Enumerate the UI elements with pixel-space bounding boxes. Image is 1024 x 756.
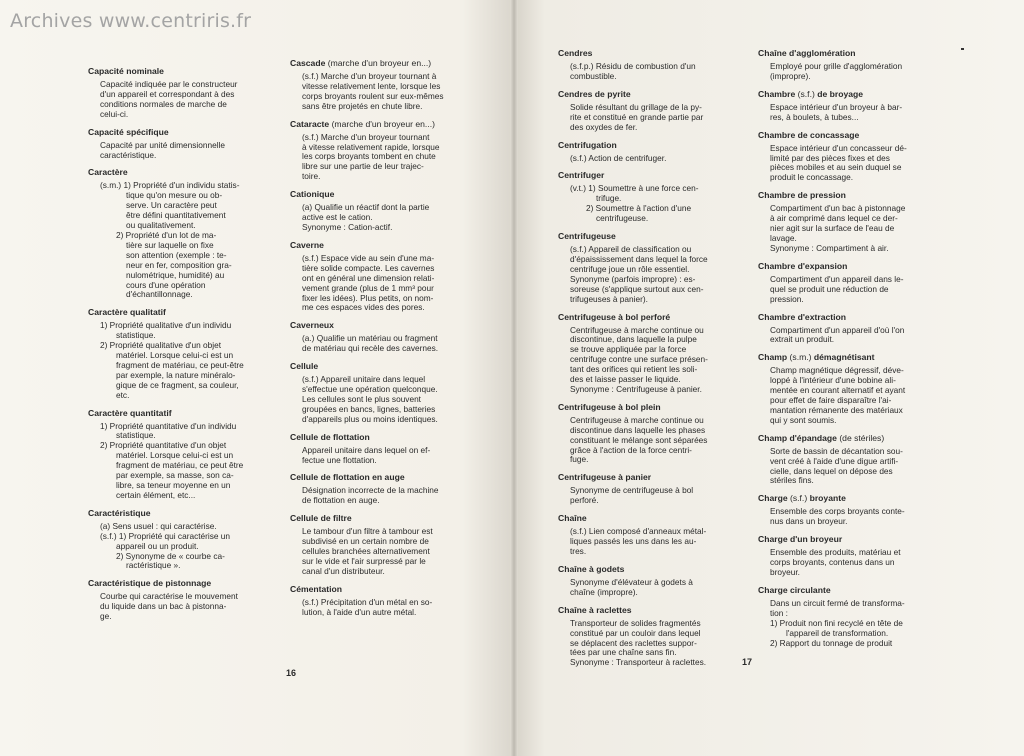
definition-line: Sorte de bassin de décantation sou-: [770, 445, 903, 456]
column-4: [758, 48, 936, 655]
definition-line: tique qu'on mesure ou ob-: [126, 190, 223, 201]
definition-line: corps broyants roulent sur eux-mêmes: [302, 90, 444, 101]
definition-line: (s.f.) Appareil de classification ou: [570, 244, 692, 255]
definition-line: son attention (exemple : te-: [126, 249, 227, 260]
column-2: [290, 58, 478, 625]
entry-term: [290, 320, 478, 331]
definition-line: grâce à l'action de la force centri-: [570, 444, 692, 455]
definition-line: Transporteur de solides fragmentés: [570, 617, 701, 628]
glossary-entry: [758, 130, 936, 184]
definition-line: Synonyme : Transporteur à raclettes.: [570, 657, 707, 668]
definition-line: cielle, dans lequel on dépose des: [770, 465, 893, 476]
definition-line: corps broyants, contenus dans un: [770, 557, 895, 568]
term-text-continued: de broyage: [817, 88, 864, 99]
definition-line: vement grande (plus de 1 mm³ pour: [302, 282, 434, 293]
entry-term: [558, 140, 736, 151]
term-text: Cellule de flottation en auge: [290, 472, 405, 483]
definition-line: être défini quantitativement: [126, 210, 226, 221]
entry-term: [758, 190, 936, 201]
glossary-entry: [558, 564, 736, 598]
definition-line: Compartiment d'un bac à pistonnage: [770, 203, 906, 214]
definition-line: Solide résultant du grillage de la py-: [570, 101, 702, 112]
definition-line: matériel. Lorsque celui-ci est un: [116, 350, 234, 361]
term-text: Caverne: [290, 239, 324, 250]
term-text-continued: démagnétisant: [813, 352, 875, 363]
definition-line: nier agit sur la surface de l'eau de: [770, 223, 895, 234]
definition-line: cellules branchées alternativement: [302, 546, 430, 557]
entry-term: [558, 605, 736, 616]
term-text: Chambre de concassage: [758, 129, 860, 140]
definition-line: (a.) Qualifie un matériau ou fragment: [302, 333, 438, 344]
definition-line: vent créé à l'aide d'une digue artifi-: [770, 455, 899, 466]
definition-line: discontinue, dans laquelle la pulpe: [570, 334, 697, 345]
entry-term: [558, 48, 736, 59]
term-qualifier: (s.f.): [790, 493, 808, 504]
term-text: Cellule de flottation: [290, 431, 370, 442]
definition-line: celui-ci.: [100, 108, 129, 119]
page-number-left: 16: [286, 668, 297, 678]
entry-term: [758, 312, 936, 323]
term-text: Centrifugeuse à bol perforé: [558, 311, 671, 322]
definition-line: pression.: [770, 293, 804, 304]
definition-line: Synonyme de centrifugeuse à bol: [570, 485, 694, 496]
glossary-entry: [290, 189, 478, 233]
definition-line: tière sur laquelle on fixe: [126, 239, 214, 250]
entry-term: [88, 508, 274, 519]
definition-line: soreuse (s'applique surtout aux cen-: [570, 283, 704, 294]
glossary-entry: [558, 513, 736, 557]
definition-line: cours d'une opération: [126, 279, 206, 290]
term-text: Chaîne à raclettes: [558, 604, 632, 615]
glossary-entry: [758, 190, 936, 254]
glossary-entry: [758, 261, 936, 305]
definition-line: tées par une chaîne sans fin.: [570, 647, 677, 658]
term-text: Caractère qualitatif: [88, 307, 166, 318]
definition-line: statistique.: [116, 430, 156, 441]
term-text: Centrifugeuse à panier: [558, 472, 652, 483]
entry-term: [558, 170, 736, 181]
definition-line: groupées en bancs, lignes, batteries: [302, 403, 436, 414]
glossary-entry: [758, 534, 936, 578]
glossary-entry: [290, 513, 478, 577]
definition-line: 2) Soumettre à l'action d'une: [586, 203, 692, 214]
definition-line: loppé à l'intérieur d'une bobine ali-: [770, 375, 896, 386]
definition-line: tant des orifices qui retient les soli-: [570, 364, 698, 375]
definition-line: Courbe qui caractérise le mouvement: [100, 591, 238, 602]
entry-term: [558, 231, 736, 242]
glossary-entry: [290, 320, 478, 354]
glossary-entry: [88, 307, 274, 400]
column-1: [88, 66, 274, 629]
glossary-entry: [290, 240, 478, 313]
definition-line: nus dans un broyeur.: [770, 516, 848, 527]
definition-line: 1) Produit non fini recyclé en tête de: [770, 617, 903, 628]
glossary-entry: [558, 605, 736, 669]
definition-line: appareil ou un produit.: [116, 540, 199, 551]
term-text: Cendres: [558, 48, 593, 58]
definition-line: par exemple, la nature minéralo-: [116, 369, 236, 380]
definition-line: s'effectue une opération quelconque.: [302, 384, 438, 395]
entry-term: [88, 127, 274, 138]
page-number-right: 17: [742, 657, 753, 667]
term-qualifier: (s.f.): [797, 88, 815, 99]
glossary-entry: [290, 472, 478, 506]
definition-line: ou qualitativement.: [126, 220, 196, 231]
definition-line: (a) Qualifie un réactif dont la partie: [302, 202, 430, 213]
glossary-entry: [558, 48, 736, 82]
glossary-entry: [758, 352, 936, 425]
definition-line: Synonyme (parfois impropre) : es-: [570, 273, 696, 284]
definition-line: (s.f.p.) Résidu de combustion d'un: [570, 61, 696, 71]
term-text: Charge d'un broyeur: [758, 534, 843, 545]
definition-line: à air comprimé dans lequel ce der-: [770, 213, 898, 224]
term-qualifier: (marche d'un broyeur en...): [327, 58, 432, 68]
term-text: Caractéristique de pistonnage: [88, 578, 212, 589]
entry-term: [88, 307, 274, 318]
definition-line: matériel. Lorsque celui-ci est un: [116, 450, 234, 461]
definition-line: (s.f.) Action de centrifuger.: [570, 152, 667, 163]
glossary-entry: [558, 312, 736, 395]
definition-line: extrait un produit.: [770, 334, 835, 345]
definition-line: fectue une flottation.: [302, 454, 377, 465]
term-text-continued: broyante: [809, 493, 846, 504]
entry-term: [758, 48, 936, 59]
definition-line: etc.: [116, 389, 130, 400]
definition-line: Synonyme : Cation-actif.: [302, 221, 393, 232]
definition-line: centrifuge joue un rôle essentiel.: [570, 263, 690, 274]
definition-line: lavage.: [770, 232, 797, 243]
definition-line: (a) Sens usuel : qui caractérise.: [100, 520, 217, 531]
definition-line: (impropre).: [770, 70, 811, 81]
entry-term: [290, 472, 478, 483]
definition-line: Capacité indiquée par le constructeur: [100, 79, 238, 89]
glossary-entry: [558, 231, 736, 304]
entry-term: [558, 312, 736, 323]
glossary-entry: [758, 433, 936, 487]
definition-line: 2) Propriété qualitative d'un objet: [100, 340, 222, 351]
definition-line: des et laisse passer le liquide.: [570, 374, 681, 385]
definition-line: Le tambour d'un filtre à tambour est: [302, 526, 433, 537]
definition-line: (s.f.) Espace vide au sein d'une ma-: [302, 252, 435, 263]
entry-term: [290, 189, 478, 200]
term-text: Cémentation: [290, 583, 343, 594]
definition-line: discontinue dans laquelle les phases: [570, 424, 706, 435]
definition-line: caractéristique.: [100, 149, 157, 160]
glossary-entry: [558, 140, 736, 164]
definition-line: perforé.: [570, 495, 599, 506]
entry-term: [758, 352, 936, 363]
definition-line: l'appareil de transformation.: [786, 627, 889, 638]
definition-line: Employé pour grille d'agglomération: [770, 61, 903, 71]
term-text: Caractère: [88, 167, 128, 178]
definition-line: centrifuge contre une surface présen-: [570, 354, 708, 365]
definition-line: nulométrique, humidité) au: [126, 269, 225, 280]
definition-line: fixer les idées). Plus petits, on nom-: [302, 292, 434, 303]
term-text: Cendres de pyrite: [558, 88, 631, 99]
entry-term: [758, 261, 936, 272]
definition-line: ont en général une dimension relati-: [302, 272, 435, 283]
glossary-entry: [558, 402, 736, 466]
definition-line: par exemple, sa masse, son ca-: [116, 470, 234, 481]
definition-line: Compartiment d'un appareil d'où l'on: [770, 324, 905, 335]
entry-term: [758, 130, 936, 141]
definition-line: Espace intérieur d'un broyeur à bar-: [770, 101, 903, 112]
entry-term: [290, 119, 478, 130]
term-text: Cationique: [290, 189, 335, 200]
glossary-entry: [88, 578, 274, 622]
glossary-entry: [88, 66, 274, 120]
watermark: Archives www.centriris.fr: [10, 10, 252, 32]
definition-line: active est le cation.: [302, 212, 373, 223]
definition-line: de flottation en auge.: [302, 495, 380, 506]
definition-line: canal d'un distributeur.: [302, 565, 385, 576]
term-text: Chambre de pression: [758, 190, 846, 201]
definition-line: constituant le mélange sont séparées: [570, 434, 708, 445]
definition-line: subdivisé en un certain nombre de: [302, 536, 429, 547]
definition-line: lution, à l'aide d'un autre métal.: [302, 606, 417, 617]
definition-line: Appareil unitaire dans lequel on ef-: [302, 444, 431, 455]
entry-term: [558, 89, 736, 100]
term-qualifier: (de stériles): [839, 432, 885, 443]
definition-line: d'un appareil et correspondant à des: [100, 88, 235, 99]
definition-line: Ensemble des produits, matériau et: [770, 547, 901, 558]
definition-line: (s.f.) 1) Propriété qui caractérise un: [100, 530, 231, 541]
definition-line: tière solide compacte. Les cavernes: [302, 262, 435, 273]
entry-term: [758, 585, 936, 596]
term-text: Chambre d'expansion: [758, 260, 848, 271]
glossary-entry: [290, 361, 478, 425]
definition-line: liques passés les uns dans les au-: [570, 536, 697, 547]
definition-line: Désignation incorrecte de la machine: [302, 485, 439, 496]
definition-line: fragment de matériau, ce peut-être: [116, 359, 244, 370]
term-text: Capacité nominale: [88, 66, 164, 76]
definition-line: neur en fer, composition gra-: [126, 259, 232, 270]
definition-line: 1) Propriété quantitative d'un individu: [100, 420, 237, 431]
definition-line: 1) Propriété qualitative d'un individu: [100, 320, 232, 331]
term-text: Champ: [758, 352, 788, 363]
definition-line: Synonyme : Centrifugeuse à panier.: [570, 383, 702, 394]
definition-line: d'épaississement dans lequel la force: [570, 253, 708, 264]
entry-term: [558, 402, 736, 413]
definition-line: 2) Propriété d'un lot de ma-: [116, 229, 217, 240]
definition-line: 2) Rapport du tonnage de produit: [770, 637, 893, 648]
entry-term: [290, 58, 478, 69]
term-text: Chambre: [758, 88, 796, 99]
term-text: Centrifuger: [558, 170, 605, 181]
definition-line: les corps broyants tombent en chute: [302, 151, 436, 162]
glossary-entry: [758, 89, 936, 123]
glossary-entry: [758, 585, 936, 649]
term-text: Centrifugeuse à bol plein: [558, 401, 661, 412]
entry-term: [558, 472, 736, 483]
definition-line: Centrifugeuse à marche continue ou: [570, 414, 704, 425]
definition-line: d'appareils plus ou moins identiques.: [302, 413, 438, 424]
entry-term: [290, 513, 478, 524]
term-text: Cascade: [290, 58, 326, 68]
entry-term: [88, 167, 274, 178]
definition-line: limité par des pièces fixes et des: [770, 152, 890, 163]
definition-line: sur le vide et l'air surpressé par le: [302, 556, 426, 566]
definition-line: certain élément, etc...: [116, 489, 196, 500]
glossary-entry: [758, 493, 936, 527]
definition-line: tres.: [570, 546, 587, 556]
term-text: Cellule de filtre: [290, 513, 352, 524]
entry-term: [290, 432, 478, 443]
glossary-entry: [758, 312, 936, 346]
term-text: Champ d'épandage: [758, 432, 837, 443]
glossary-entry: [758, 48, 936, 82]
definition-line: pièces mobiles et au sein duquel se: [770, 162, 902, 173]
definition-line: ractéristique ».: [126, 560, 181, 571]
definition-line: (s.f.) Marche d'un broyeur tournant: [302, 131, 430, 142]
term-text: Chaîne: [558, 513, 587, 524]
definition-line: centrifugeuse.: [596, 213, 649, 224]
definition-line: (s.f.) Précipitation d'un métal en so-: [302, 596, 433, 607]
entry-term: [290, 240, 478, 251]
definition-line: constitué par un couloir dans lequel: [570, 627, 701, 638]
definition-line: Champ magnétique dégressif, déve-: [770, 365, 904, 376]
definition-line: fragment de matériau, ce peut être: [116, 460, 244, 471]
entry-term: [558, 564, 736, 575]
edge-mark: [961, 48, 964, 50]
glossary-entry: [290, 58, 478, 112]
glossary-entry: [88, 508, 274, 572]
definition-line: à vitesse relativement rapide, lorsque: [302, 141, 440, 152]
definition-line: gique de ce fragment, sa couleur,: [116, 379, 239, 390]
definition-line: des oxydes de fer.: [570, 121, 638, 132]
definition-line: (s.f.) Appareil unitaire dans lequel: [302, 374, 426, 385]
definition-line: mentée en courant alternatif et ayant: [770, 385, 906, 396]
entry-term: [88, 66, 274, 77]
glossary-entry: [290, 584, 478, 618]
definition-line: toire.: [302, 171, 321, 182]
definition-line: pour effet de faire disparaître l'ai-: [770, 395, 892, 406]
definition-line: libre, sa teneur moyenne en un: [116, 480, 231, 490]
definition-line: Capacité par unité dimensionnelle: [100, 139, 225, 150]
definition-line: mantation rémanente des matériaux: [770, 404, 903, 415]
definition-line: rite et constitué en grande partie par: [570, 111, 704, 122]
definition-line: stériles fins.: [770, 475, 814, 486]
term-text: Charge circulante: [758, 584, 831, 595]
definition-line: fuge.: [570, 454, 589, 465]
term-text: Caractère quantitatif: [88, 407, 172, 418]
definition-line: produit le concassage.: [770, 172, 854, 183]
entry-term: [758, 89, 936, 100]
term-qualifier: (marche d'un broyeur en...): [331, 118, 435, 129]
glossary-entry: [290, 119, 478, 183]
definition-line: se trouve appliquée par la force: [570, 344, 687, 355]
definition-line: me ces espaces vides des pores.: [302, 302, 425, 313]
definition-line: Espace intérieur d'un concasseur dé-: [770, 142, 907, 153]
column-3: [558, 48, 736, 675]
definition-line: de matériau qui recèle des cavernes.: [302, 343, 439, 354]
definition-line: chaîne (impropre).: [570, 586, 638, 597]
term-text: Chaîne d'agglomération: [758, 48, 856, 58]
definition-line: d'échantillonnage.: [126, 289, 193, 300]
book-gutter: [510, 0, 518, 756]
definition-line: (v.t.) 1) Soumettre à une force cen-: [570, 183, 699, 194]
definition-line: sans être projetés en chute libre.: [302, 100, 423, 111]
entry-term: [88, 578, 274, 589]
definition-line: (s.m.) 1) Propriété d'un individu statis-: [100, 180, 240, 191]
definition-line: Compartiment d'un appareil dans le-: [770, 273, 904, 284]
definition-line: 2) Propriété quantitative d'un objet: [100, 440, 227, 451]
definition-line: (s.f.) Lien composé d'anneaux métal-: [570, 526, 707, 537]
definition-line: tion :: [770, 607, 788, 618]
glossary-entry: [558, 89, 736, 133]
glossary-entry: [290, 432, 478, 466]
entry-term: [290, 361, 478, 372]
definition-line: Centrifugeuse à marche continue ou: [570, 324, 704, 335]
glossary-entry: [88, 127, 274, 161]
definition-line: Synonyme d'élévateur à godets à: [570, 576, 693, 587]
definition-line: Ensemble des corps broyants conte-: [770, 506, 905, 517]
definition-line: statistique.: [116, 330, 156, 341]
glossary-entry: [88, 167, 274, 300]
definition-line: ge.: [100, 611, 112, 622]
definition-line: qui y sont soumis.: [770, 414, 837, 425]
definition-line: trifuge.: [596, 193, 622, 204]
definition-line: quel se produit une réduction de: [770, 283, 889, 294]
definition-line: se déplacent des raclettes suppor-: [570, 637, 697, 648]
definition-line: trifugeuses à panier).: [570, 293, 648, 304]
definition-line: serve. Un caractère peut: [126, 200, 217, 211]
term-text: Charge: [758, 493, 788, 504]
term-text: Chaîne à godets: [558, 563, 625, 574]
term-text: Centrifugeuse: [558, 231, 616, 242]
entry-term: [758, 534, 936, 545]
definition-line: du liquide dans un bac à pistonna-: [100, 601, 227, 612]
definition-line: libre sur une partie de leur trajec-: [302, 161, 424, 172]
entry-term: [558, 513, 736, 524]
definition-line: res, à boulets, à tubes...: [770, 111, 859, 122]
term-text: Chambre d'extraction: [758, 311, 847, 322]
definition-line: Synonyme : Compartiment à air.: [770, 242, 889, 253]
definition-line: combustible.: [570, 70, 617, 81]
term-text: Cataracte: [290, 118, 330, 129]
term-text: Centrifugation: [558, 139, 617, 150]
term-text: Capacité spécifique: [88, 126, 169, 137]
definition-line: vitesse relativement lente, lorsque les: [302, 80, 441, 91]
term-text: Cellule: [290, 361, 319, 372]
term-qualifier: (s.m.): [789, 352, 812, 363]
definition-line: 2) Synonyme de « courbe ca-: [116, 550, 225, 561]
definition-line: Dans un circuit fermé de transforma-: [770, 597, 905, 608]
term-text: Caractéristique: [88, 507, 151, 518]
glossary-entry: [88, 408, 274, 501]
definition-line: conditions normales de marche de: [100, 98, 227, 109]
definition-line: Les cellules sont le plus souvent: [302, 393, 421, 404]
glossary-entry: [558, 472, 736, 506]
entry-term: [758, 493, 936, 504]
definition-line: broyeur.: [770, 567, 800, 577]
term-text: Caverneux: [290, 320, 334, 331]
glossary-entry: [558, 170, 736, 224]
entry-term: [758, 433, 936, 444]
entry-term: [88, 408, 274, 419]
definition-line: (s.f.) Marche d'un broyeur tournant à: [302, 71, 437, 81]
entry-term: [290, 584, 478, 595]
